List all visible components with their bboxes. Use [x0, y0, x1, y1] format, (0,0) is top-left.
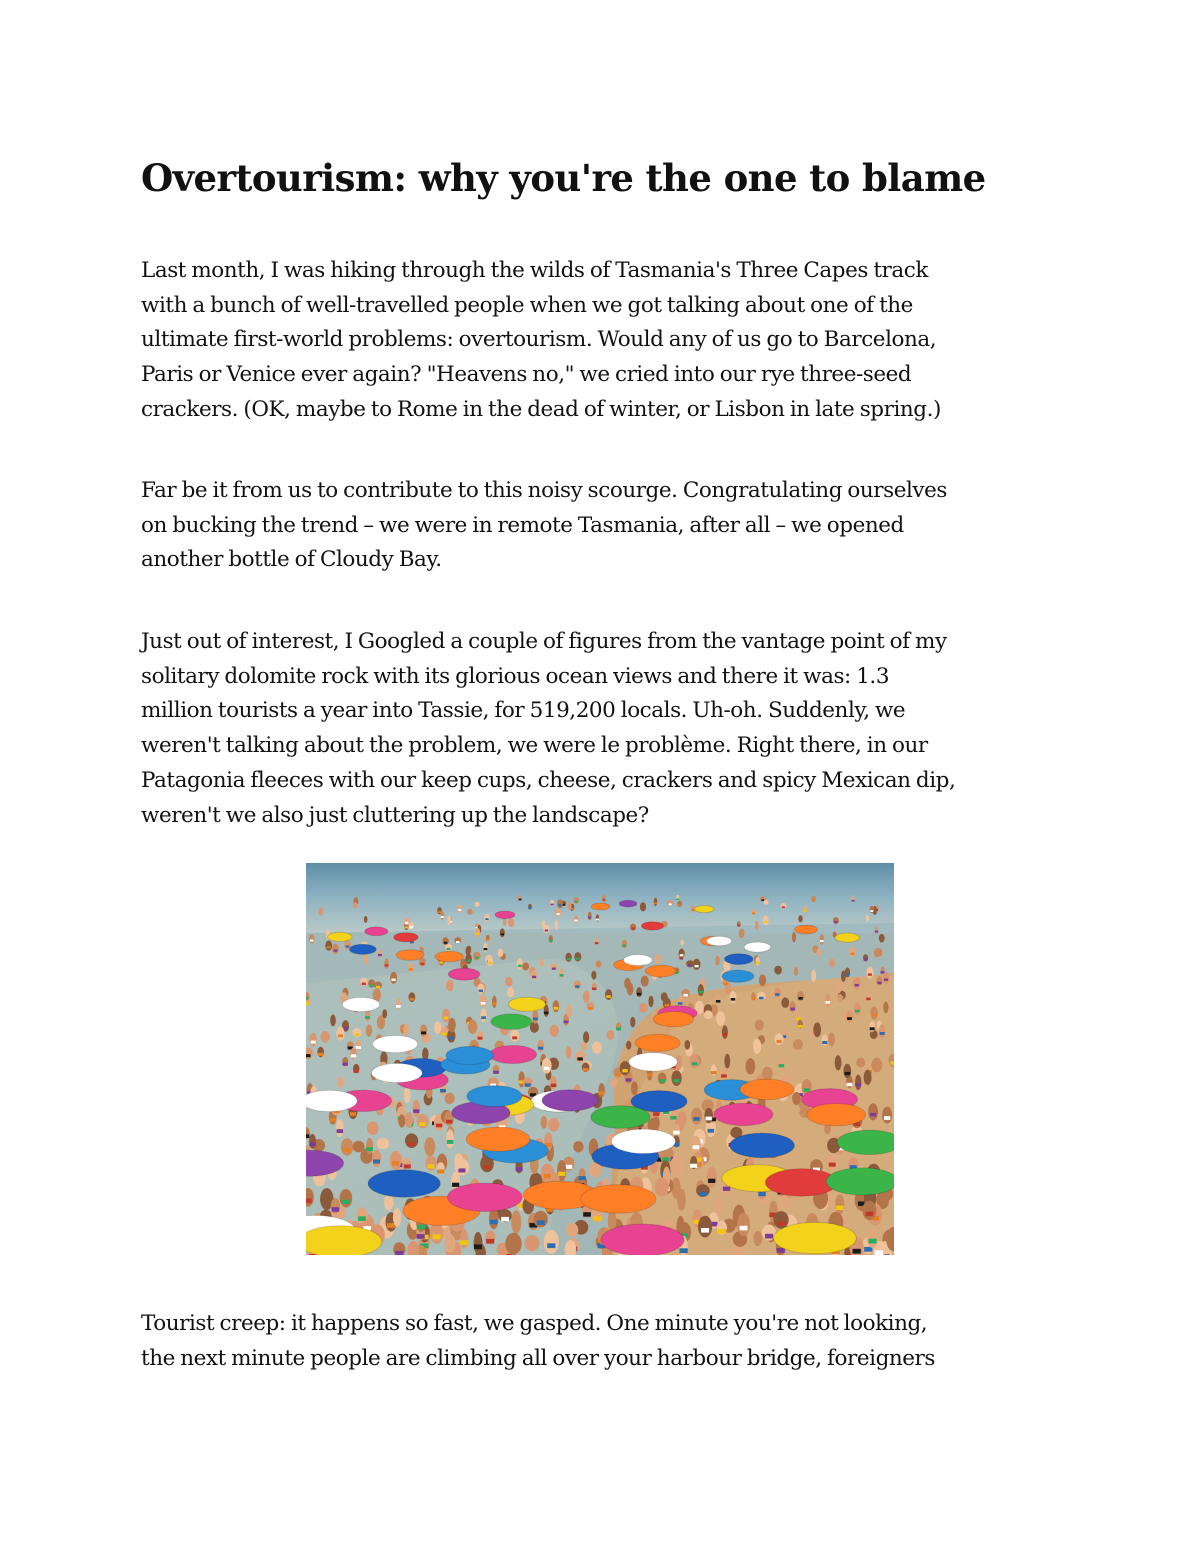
paragraph-line: on bucking the trend – we were in remote Tasmania, after all – we opened	[141, 512, 904, 538]
paragraph-line: weren't talking about the problem, we were le problème. Right there, in our	[141, 733, 928, 759]
paragraph-line: crackers. (OK, maybe to Rome in the dead of winter, or Lisbon in late spring.)	[141, 396, 941, 422]
paragraph-line: another bottle of Cloudy Bay.	[141, 547, 442, 573]
paragraph-line: weren't we also just cluttering up the landscape?	[141, 802, 649, 828]
paragraph-line: Just out of interest, I Googled a couple of figures from the vantage point of my	[141, 629, 947, 654]
paragraph-line: Last month, I was hiking through the wilds of Tasmania's Three Capes track	[141, 258, 928, 283]
article-title: Overtourism: why you're the one to blame	[141, 156, 986, 200]
paragraph-line: with a bunch of well-travelled people when we got talking about one of the	[141, 292, 913, 318]
paragraph-line: million tourists a year into Tassie, for 519,200 locals. Uh-oh. Suddenly, we	[141, 698, 906, 724]
paragraph-1	[141, 254, 1071, 428]
paragraph-line: Patagonia fleeces with our keep cups, cheese, crackers and spicy Mexican dip,	[141, 767, 956, 793]
crowded-beach-photo	[306, 863, 894, 1255]
paragraph-line: Paris or Venice ever again? "Heavens no," we cried into our rye three-seed	[141, 362, 912, 388]
paragraph-line: solitary dolomite rock with its glorious ocean views and there it was: 1.3	[141, 663, 890, 689]
paragraph-2	[141, 474, 1071, 578]
paragraph-4	[141, 1307, 1071, 1376]
paragraph-line: Far be it from us to contribute to this noisy scourge. Congratulating ourselves	[141, 478, 947, 503]
paragraph-line: ultimate first-world problems: overtourism. Would any of us go to Barcelona,	[141, 327, 937, 353]
paragraph-line: the next minute people are climbing all over your harbour bridge, foreigners	[141, 1345, 935, 1371]
paragraph-3	[141, 625, 1071, 833]
paragraph-line: Tourist creep: it happens so fast, we gasped. One minute you're not looking,	[141, 1311, 928, 1336]
